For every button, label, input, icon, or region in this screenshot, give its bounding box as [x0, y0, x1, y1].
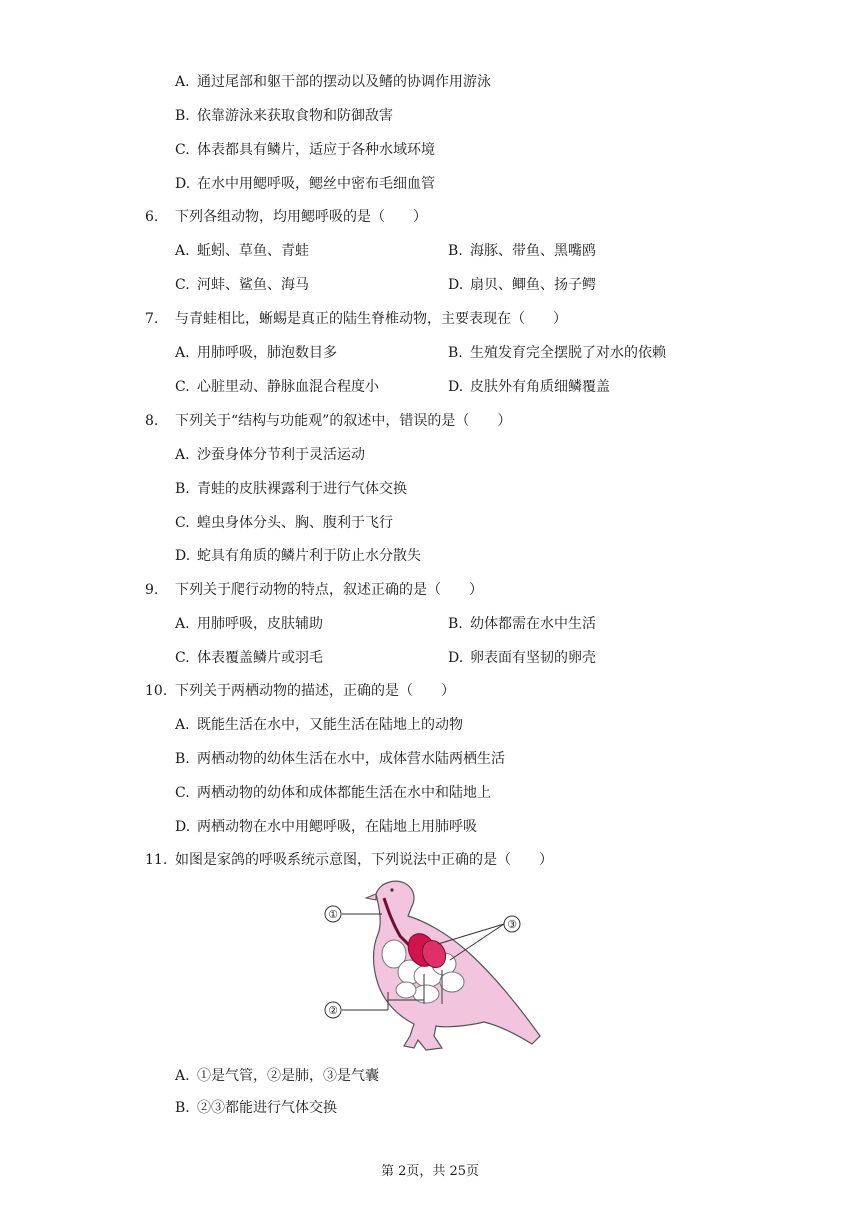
option-text: ②③都能进行气体交换 — [197, 1100, 337, 1116]
option-row — [448, 614, 596, 634]
pigeon-eye — [390, 888, 393, 891]
option-letter: A. — [175, 243, 190, 259]
question-number: 7. — [145, 311, 159, 327]
label-1-text: ① — [328, 908, 338, 921]
option-text: 沙蚕身体分节利于灵活运动 — [197, 447, 365, 463]
option-row — [175, 648, 323, 668]
option-letter: A. — [175, 717, 190, 733]
option-text: 海豚、带鱼、黑嘴鸥 — [470, 243, 596, 259]
option-text: 卵表面有坚韧的卵壳 — [470, 650, 596, 666]
option-row — [175, 783, 491, 803]
label-1 — [325, 906, 341, 922]
option-text: 生殖发育完全摆脱了对水的依赖 — [470, 345, 666, 361]
option-text: 蝗虫身体分头、胸、腹利于飞行 — [197, 515, 393, 531]
option-row — [175, 749, 505, 769]
option-text: 两栖动物的幼体生活在水中，成体营水陆两栖生活 — [197, 751, 505, 767]
option-row — [175, 343, 337, 363]
option-row — [448, 275, 596, 295]
option-text: 用肺呼吸，皮肤辅助 — [197, 616, 323, 632]
option-letter: C. — [175, 379, 190, 395]
question-text: 下列关于“结构与功能观”的叙述中，错误的是（ ） — [175, 413, 512, 429]
option-letter: D. — [448, 379, 464, 395]
option-letter: A. — [175, 345, 190, 361]
option-letter: B. — [448, 243, 463, 259]
option-text: 通过尾部和躯干部的摆动以及鳍的协调作用游泳 — [197, 74, 491, 90]
pigeon-beak — [366, 894, 376, 900]
option-row — [175, 241, 309, 261]
option-letter: A. — [175, 1068, 190, 1084]
option-letter: B. — [175, 481, 190, 497]
option-row — [175, 1098, 337, 1118]
label-2-text: ② — [328, 1004, 338, 1017]
option-text: 依靠游泳来获取食物和防御敌害 — [197, 108, 393, 124]
option-row — [448, 241, 596, 261]
question-number: 10. — [145, 683, 168, 699]
question-number: 8. — [145, 413, 159, 429]
option-letter: D. — [175, 176, 191, 192]
option-letter: B. — [175, 1100, 190, 1116]
option-text: 皮肤外有角质细鳞覆盖 — [470, 379, 610, 395]
question-text: 如图是家鸽的呼吸系统示意图，下列说法中正确的是（ ） — [175, 852, 553, 868]
question-6-stem — [145, 207, 427, 227]
question-11-stem — [145, 850, 553, 870]
option-row — [175, 479, 407, 499]
option-text: ①是气管，②是肺，③是气囊 — [197, 1068, 379, 1084]
option-text: 青蛙的皮肤裸露利于进行气体交换 — [197, 481, 407, 497]
option-text: 在水中用鳃呼吸，鳃丝中密布毛细血管 — [197, 176, 435, 192]
question-text: 下列关于两栖动物的描述，正确的是（ ） — [175, 683, 455, 699]
option-letter: C. — [175, 785, 190, 801]
option-row — [175, 513, 393, 533]
question-text: 与青蛙相比，蜥蜴是真正的陆生脊椎动物，主要表现在（ ） — [175, 311, 567, 327]
option-letter: C. — [175, 277, 190, 293]
question-7-stem — [145, 309, 567, 329]
option-text: 用肺呼吸，肺泡数目多 — [197, 345, 337, 361]
option-letter: B. — [175, 751, 190, 767]
option-text: 蛇具有角质的鳞片利于防止水分散失 — [197, 548, 421, 564]
option-letter: D. — [175, 548, 191, 564]
option-text: 扇贝、鲫鱼、扬子鳄 — [470, 277, 596, 293]
pigeon-respiratory-diagram — [318, 876, 548, 1058]
option-row — [448, 377, 610, 397]
label-3-text: ③ — [507, 918, 517, 931]
option-row — [175, 817, 477, 837]
option-letter: B. — [448, 345, 463, 361]
option-row — [448, 648, 596, 668]
option-row — [175, 445, 365, 465]
option-row — [175, 377, 379, 397]
option-letter: A. — [175, 447, 190, 463]
question-9-stem — [145, 580, 483, 600]
option-row — [175, 1066, 379, 1086]
option-letter: C. — [175, 650, 190, 666]
option-row — [175, 715, 463, 735]
option-row — [175, 614, 323, 634]
question-10-stem — [145, 681, 455, 701]
label-2 — [325, 1002, 341, 1018]
question-8-stem — [145, 411, 511, 431]
option-text: 蚯蚓、草鱼、青蛙 — [197, 243, 309, 259]
option-text: 两栖动物的幼体和成体都能生活在水中和陆地上 — [197, 785, 491, 801]
question-number: 11. — [145, 852, 168, 868]
option-letter: B. — [448, 616, 463, 632]
option-text: 幼体都需在水中生活 — [470, 616, 596, 632]
label-3 — [504, 916, 520, 932]
option-letter: D. — [175, 819, 191, 835]
option-text: 两栖动物在水中用鳃呼吸，在陆地上用肺呼吸 — [197, 819, 477, 835]
option-row — [175, 275, 309, 295]
option-row — [448, 343, 666, 363]
option-row — [175, 106, 393, 126]
option-text: 体表覆盖鳞片或羽毛 — [197, 650, 323, 666]
question-number: 9. — [145, 582, 159, 598]
option-text: 体表都具有鳞片，适应于各种水域环境 — [197, 142, 435, 158]
question-number: 6. — [145, 209, 159, 225]
question-text: 下列关于爬行动物的特点，叙述正确的是（ ） — [175, 582, 483, 598]
option-letter: B. — [175, 108, 190, 124]
option-letter: C. — [175, 142, 190, 158]
option-letter: A. — [175, 74, 190, 90]
option-text: 心脏里动、静脉血混合程度小 — [197, 379, 379, 395]
option-letter: D. — [448, 277, 464, 293]
option-letter: C. — [175, 515, 190, 531]
option-row — [175, 140, 435, 160]
option-row — [175, 546, 421, 566]
option-row — [175, 72, 491, 92]
option-text: 河蚌、鲨鱼、海马 — [197, 277, 309, 293]
option-letter: D. — [448, 650, 464, 666]
question-text: 下列各组动物，均用鳃呼吸的是（ ） — [175, 209, 427, 225]
option-text: 既能生活在水中，又能生活在陆地上的动物 — [197, 717, 463, 733]
option-letter: A. — [175, 616, 190, 632]
option-row — [175, 174, 435, 194]
page-footer: 第 2页，共 25页 — [380, 1164, 480, 1179]
